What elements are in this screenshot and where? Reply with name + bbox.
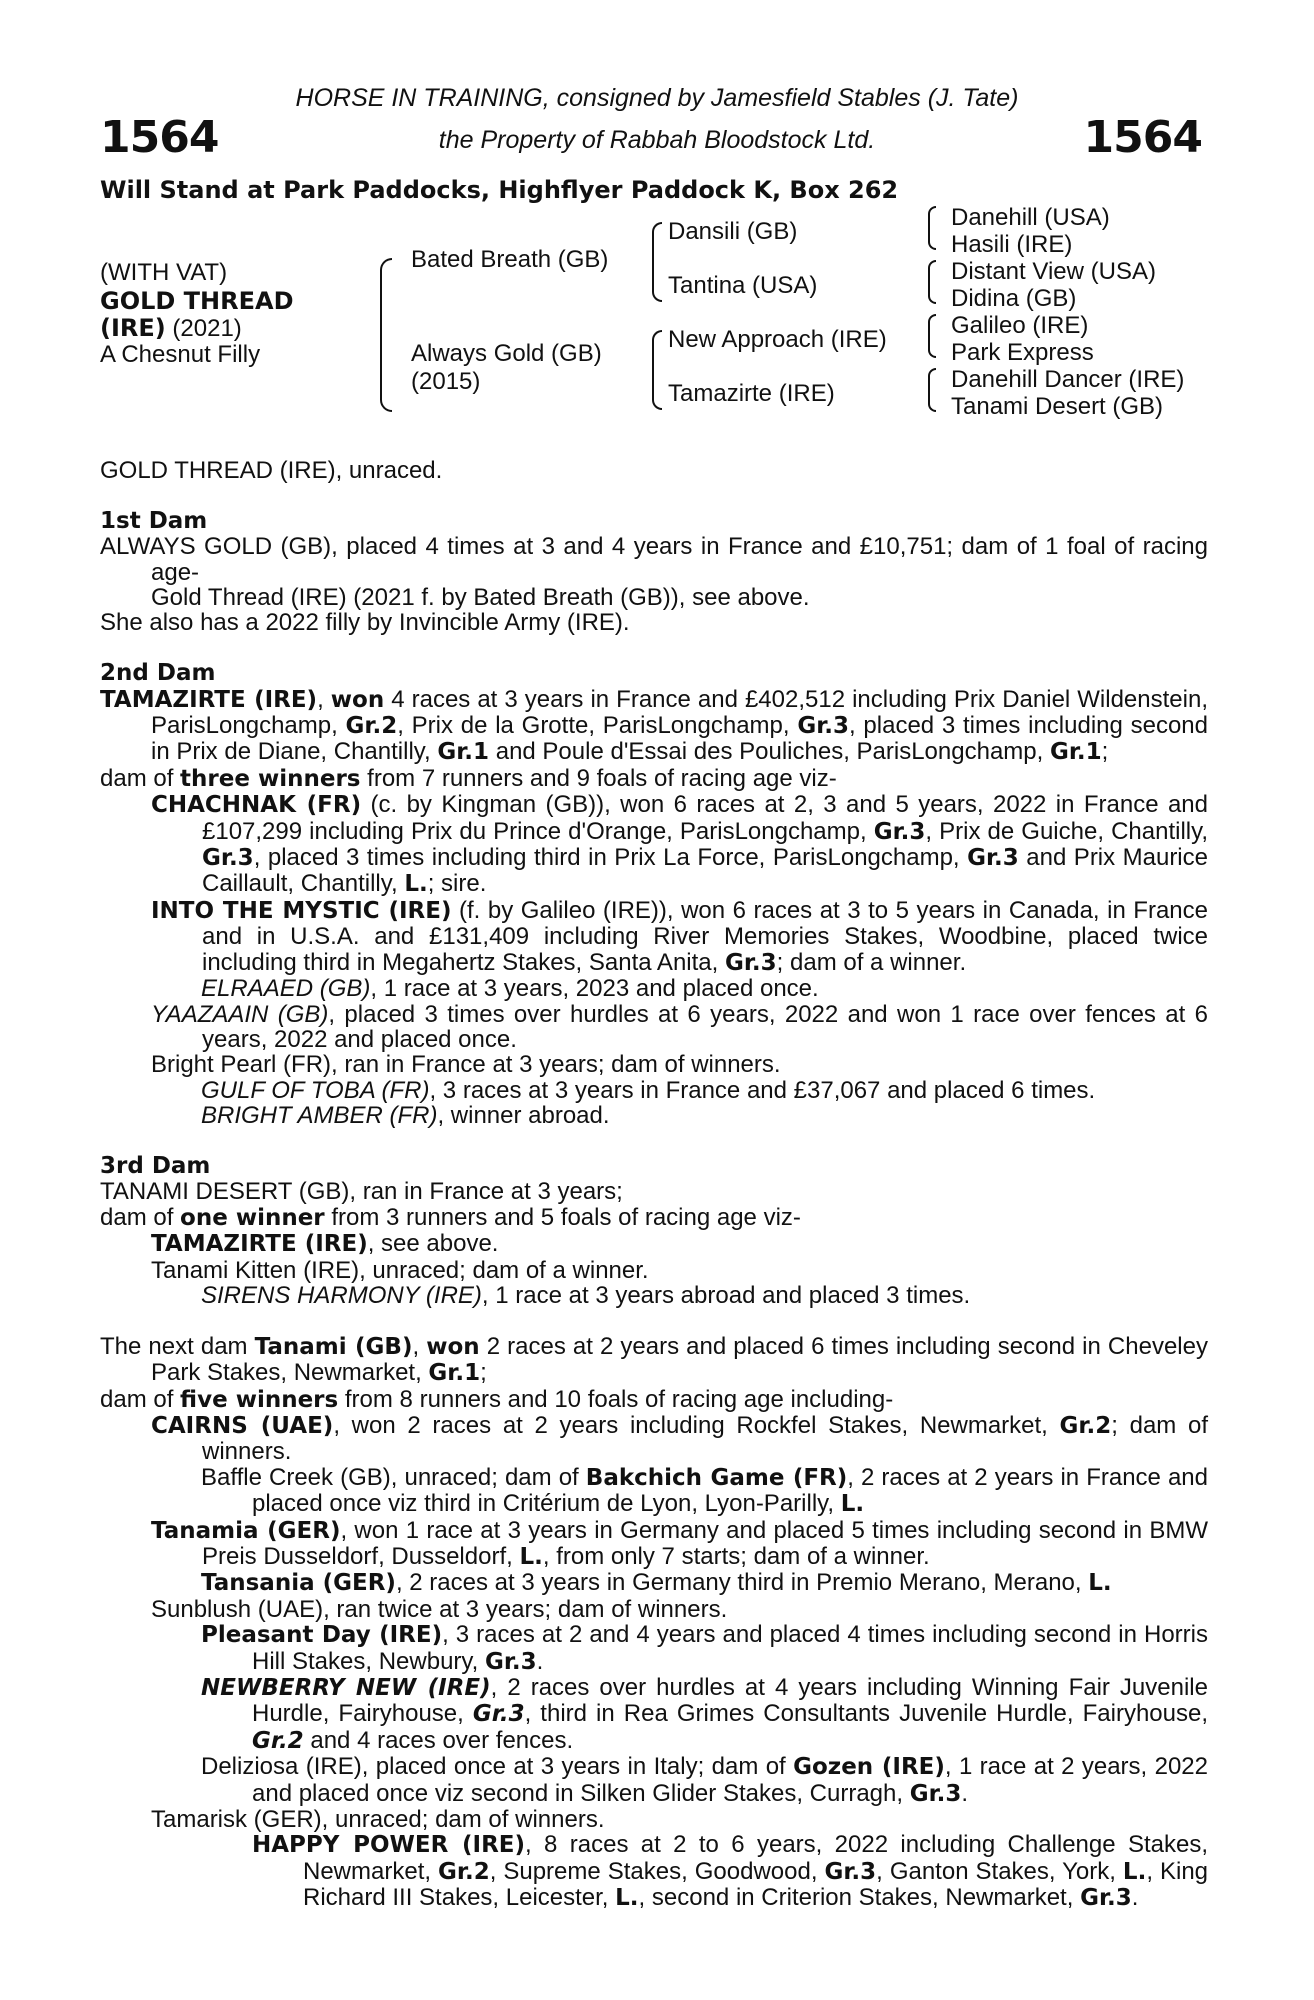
dam-sire: New Approach (IRE) bbox=[668, 326, 887, 353]
second-dam-heading: 2nd Dam bbox=[100, 660, 216, 687]
list-item: CAIRNS (UAE), won 2 races at 2 years including Rockfel Stakes, Newmarket, Gr.2; dam of winners. bbox=[151, 1411, 1208, 1466]
granddam-line-3: Distant View (USA) bbox=[951, 258, 1156, 285]
first-dam-line: ALWAYS GOLD (GB), placed 4 times at 3 and 4 years in France and £10,751; dam of 1 foal of racing age- bbox=[100, 533, 1208, 586]
subject-description: A Chesnut Filly bbox=[100, 341, 261, 368]
property-line: the Property of Rabbah Bloodstock Ltd. bbox=[438, 126, 876, 154]
sire: Bated Breath (GB) bbox=[411, 246, 609, 273]
granddam-line-4: Didina (GB) bbox=[951, 285, 1077, 312]
next-dam-summary: dam of five winners from 8 runners and 10 foals of racing age including- bbox=[100, 1385, 894, 1413]
list-item: Tanamia (GER), won 1 race at 3 years in Germany and placed 5 times including second in BMW Preis Dusseldorf, Dusseldorf, L., from only 7 starts; dam of a winner. bbox=[151, 1516, 1208, 1570]
granddam-line-1: Danehill (USA) bbox=[951, 204, 1110, 231]
subject-name: GOLD THREAD bbox=[100, 287, 294, 315]
list-item: Baffle Creek (GB), unraced; dam of Bakchich Game (FR), 2 races at 2 years in France and placed once viz third in Critérium de Lyon, Lyon-Parilly, L. bbox=[201, 1463, 1208, 1518]
list-item: Bright Pearl (FR), ran in France at 3 years; dam of winners. bbox=[151, 1051, 781, 1079]
third-dam-heading: 3rd Dam bbox=[100, 1152, 211, 1179]
list-item: Pleasant Day (IRE), 3 races at 2 and 4 years and placed 4 times including second in Horris Hill Stakes, Newbury, Gr.3. bbox=[201, 1621, 1208, 1675]
consignor-line: HORSE IN TRAINING, consigned by Jamesfield Stables (J. Tate) bbox=[295, 84, 1019, 112]
brace-g4 bbox=[928, 368, 936, 412]
sire-sire: Dansili (GB) bbox=[668, 218, 798, 245]
brace-g1 bbox=[928, 206, 936, 250]
first-dam-note: She also has a 2022 filly by Invincible Army (IRE). bbox=[100, 609, 630, 637]
list-item: CHACHNAK (FR) (c. by Kingman (GB)), won 6 races at 2, 3 and 5 years, 2022 in France and £107,299 including Prix du Prince d'Orange, ParisLongchamp, Gr.3, Prix de Guiche, Chantilly, Gr.3, placed 3 times including third in Prix La Force, ParisLongchamp, Gr.3 and Prix Maurice Caillault, Chantilly, L.; sire. bbox=[151, 791, 1208, 898]
granddam-line-7: Danehill Dancer (IRE) bbox=[951, 366, 1185, 393]
list-item: Tanami Kitten (IRE), unraced; dam of a winner. bbox=[151, 1256, 649, 1284]
subject-vat: (WITH VAT) bbox=[100, 259, 228, 286]
second-dam-summary: dam of three winners from 7 runners and 9 foals of racing age viz- bbox=[100, 764, 837, 792]
catalogue-text bbox=[100, 458, 1208, 1912]
list-item: GULF OF TOBA (FR), 3 races at 3 years in France and £37,067 and placed 6 times. bbox=[201, 1076, 1096, 1104]
first-dam-foal: Gold Thread (IRE) (2021 f. by Bated Breath (GB)), see above. bbox=[151, 584, 810, 612]
brace-g3 bbox=[928, 314, 936, 358]
granddam-line-5: Galileo (IRE) bbox=[951, 312, 1089, 339]
list-item: Deliziosa (IRE), placed once at 3 years in Italy; dam of Gozen (IRE), 1 race at 2 years, 2022 and placed once viz second in Silken Glider Stakes, Curragh, Gr.3. bbox=[201, 1753, 1208, 1807]
brace-sire bbox=[652, 222, 662, 302]
list-item: Tansania (GER), 2 races at 3 years in Germany third in Premio Merano, Merano, L. bbox=[201, 1569, 1112, 1597]
next-dam-entry: The next dam Tanami (GB), won 2 races at 2 years and placed 6 times including second in Cheveley Park Stakes, Newmarket, Gr.1; bbox=[100, 1332, 1208, 1387]
list-item: TAMAZIRTE (IRE), see above. bbox=[151, 1230, 499, 1258]
stand-location: Will Stand at Park Paddocks, Highflyer Paddock K, Box 262 bbox=[100, 176, 899, 204]
lot-number-right: 1564 bbox=[1083, 112, 1202, 163]
list-item: BRIGHT AMBER (FR), winner abroad. bbox=[201, 1102, 610, 1130]
brace-dam bbox=[652, 330, 662, 410]
list-item: SIRENS HARMONY (IRE), 1 race at 3 years abroad and placed 3 times. bbox=[201, 1281, 971, 1309]
third-dam-entry: TANAMI DESERT (GB), ran in France at 3 years; bbox=[100, 1178, 623, 1206]
intro-line: GOLD THREAD (IRE), unraced. bbox=[100, 457, 443, 484]
lot-number-left: 1564 bbox=[100, 112, 219, 163]
list-item: Sunblush (UAE), ran twice at 3 years; dam of winners. bbox=[151, 1595, 728, 1623]
list-item: YAAZAAIN (GB), placed 3 times over hurdles at 6 years, 2022 and won 1 race over fences at 6 years, 2022 and placed once. bbox=[151, 1000, 1209, 1053]
granddam-line-2: Hasili (IRE) bbox=[951, 231, 1073, 258]
list-item: INTO THE MYSTIC (IRE) (f. by Galileo (IRE)), won 6 races at 3 to 5 years in Canada, in France and in U.S.A. and £131,409 including River Memories Stakes, Woodbine, placed twice including third in Megahertz Stakes, Santa Anita, Gr.3; dam of a winner. bbox=[151, 896, 1208, 976]
brace-subject bbox=[380, 258, 392, 412]
third-dam-summary: dam of one winner from 3 runners and 5 foals of racing age viz- bbox=[100, 1203, 801, 1231]
list-item: HAPPY POWER (IRE), 8 races at 2 to 6 years, 2022 including Challenge Stakes, Newmarket, Gr.2, Supreme Stakes, Goodwood, Gr.3, Ganton Stakes, York, L., King Richard III Stakes, Leicester, L., second in Criterion Stakes, Newmarket, Gr.3. bbox=[252, 1831, 1209, 1912]
brace-g2 bbox=[928, 260, 936, 304]
subject-name-suffix: (IRE) (2021) bbox=[100, 314, 242, 342]
dam-year: (2015) bbox=[411, 368, 481, 395]
first-dam-heading: 1st Dam bbox=[100, 507, 208, 534]
list-item: ELRAAED (GB), 1 race at 3 years, 2023 and placed once. bbox=[201, 975, 819, 1003]
list-item: Tamarisk (GER), unraced; dam of winners. bbox=[151, 1806, 605, 1834]
granddam-line-8: Tanami Desert (GB) bbox=[951, 393, 1164, 420]
list-item: NEWBERRY NEW (IRE), 2 races over hurdles at 4 years including Winning Fair Juvenile Hurdle, Fairyhouse, Gr.3, third in Rea Grimes Consultants Juvenile Hurdle, Fairyhouse, Gr.2 and 4 races over fences. bbox=[201, 1674, 1209, 1754]
second-dam-entry: TAMAZIRTE (IRE), won 4 races at 3 years in France and £402,512 including Prix Daniel Wildenstein, ParisLongchamp, Gr.2, Prix de la Grotte, ParisLongchamp, Gr.3, placed 3 times including second in Prix de Diane, Chantilly, Gr.1 and Poule d'Essai des Pouliches, ParisLongchamp, Gr.1; bbox=[100, 685, 1209, 766]
dam-dam: Tamazirte (IRE) bbox=[668, 380, 835, 407]
sire-dam: Tantina (USA) bbox=[668, 272, 818, 299]
dam: Always Gold (GB) bbox=[411, 340, 602, 367]
granddam-line-6: Park Express bbox=[951, 339, 1094, 366]
